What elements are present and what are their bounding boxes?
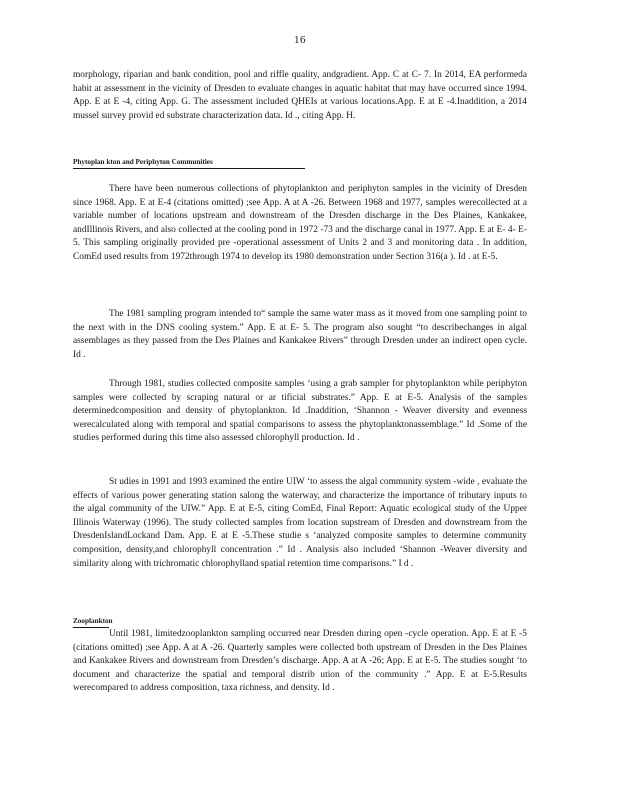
section-heading-zooplankton: Zooplankton (73, 617, 113, 625)
paragraph-zoo-1: Until 1981, limitedzooplankton sampling occurred near Dresden during open -cycle operation. App. E at E -5 (citations omitted) ;see App. A at A -26. Quarterly samples were collected both upstream of Dresden in the Des Plaines and Kankakee Rivers and downstream from Dresden’s discharge. App. A at A -26; App. E at E-5. The studies sought ‘to document and characterize the spatial and temporal distrib ution of the community .” App. E at E-5.Results werecompared to address composition, taxa richness, and density. Id . (73, 629, 527, 694)
paragraph-phyto-1: There have been numerous collections of phytoplankton and periphyton samples in the vicinity of Dresden since 1968. App. E at E-4 (citations omitted) ;see App. A at A -26. Between 1968 and 1977, samples werecollected at a variable number of locations upstream and downstream of the Dresden discharge in the Des Plaines, Kankakee, andIllinois Rivers, and also collected at the cooling pond in 1972 -73 and the discharge canal in 1977. App. E at E- 4- E- 5. This sampling originally provided pre -operational assessment of Units 2 and 3 and monitoring data . In addition, ComEd used results from 1972through 1974 to develop its 1980 demonstration under Section 316(a ). Id . at E-5. (73, 184, 527, 262)
page-number: 16 (294, 34, 306, 46)
paragraph-phyto-4: St udies in 1991 and 1993 examined the entire UIW ‘to assess the algal community system -wide , evaluate the effects of various power generating station salong the waterway, and characterize the importance of tributary inputs to the algal community of the UIW.” App. E at E-5, citing ComEd, Final Report: Aquatic ecological study of the Upper Illinois Waterway (1996). The study collected samples from location supstream of Dresden and downstream from the DresdenIslandLockand Dam. App. E at E -5.These studie s ‘analyzed composite samples to determine community composition, density,and chlorophyll concentration .” Id . Analysis also included ‘Shannon -Weaver diversity and similarity along with trichromatic chlorophylland spatial retention time comparisons.” I d . (73, 477, 527, 569)
intro-paragraph: morphology, riparian and bank condition, pool and riffle quality, andgradient. App. C at C- 7. In 2014, EA performeda habit at assessment in the vicinity of Dresden to evaluate changes in aquatic habitat that may have occurred since 1994. App. E at E -4, citing App. G. The assessment included QHEIs at various locations.App. E at E -4.Inaddition, a 2014 mussel survey provid ed substrate characterization data. Id ., citing App. H. (73, 70, 527, 121)
section-heading-phytoplankton: Phytoplan kton and Periphyton Communities (73, 158, 213, 166)
heading-underline (73, 168, 305, 169)
paragraph-phyto-3: Through 1981, studies collected composite samples ‘using a grab sampler for phytoplankton while periphyton samples were collected by scraping natural or ar tificial substrates.” App. E at E-5. Analysis of the samples determinedcomposition and density of phytoplankton. Id .Inaddition, ‘Shannon - Weaver diversity and evenness werecalculated along with temporal and spatial comparisons to assess the phytoplanktonassemblage.” Id .Some of the studies performed during this time also assessed chlorophyll production. Id . (73, 379, 527, 444)
paragraph-phyto-2: The 1981 sampling program intended to“ sample the same water mass as it moved from one sampling point to the next with in the DNS cooling system.” App. E at E- 5. The program also sought “to describechanges in algal assemblages as they passed from the Des Plaines and Kankakee Rivers” through Dresden under an indirect open cycle. Id . (73, 309, 527, 360)
